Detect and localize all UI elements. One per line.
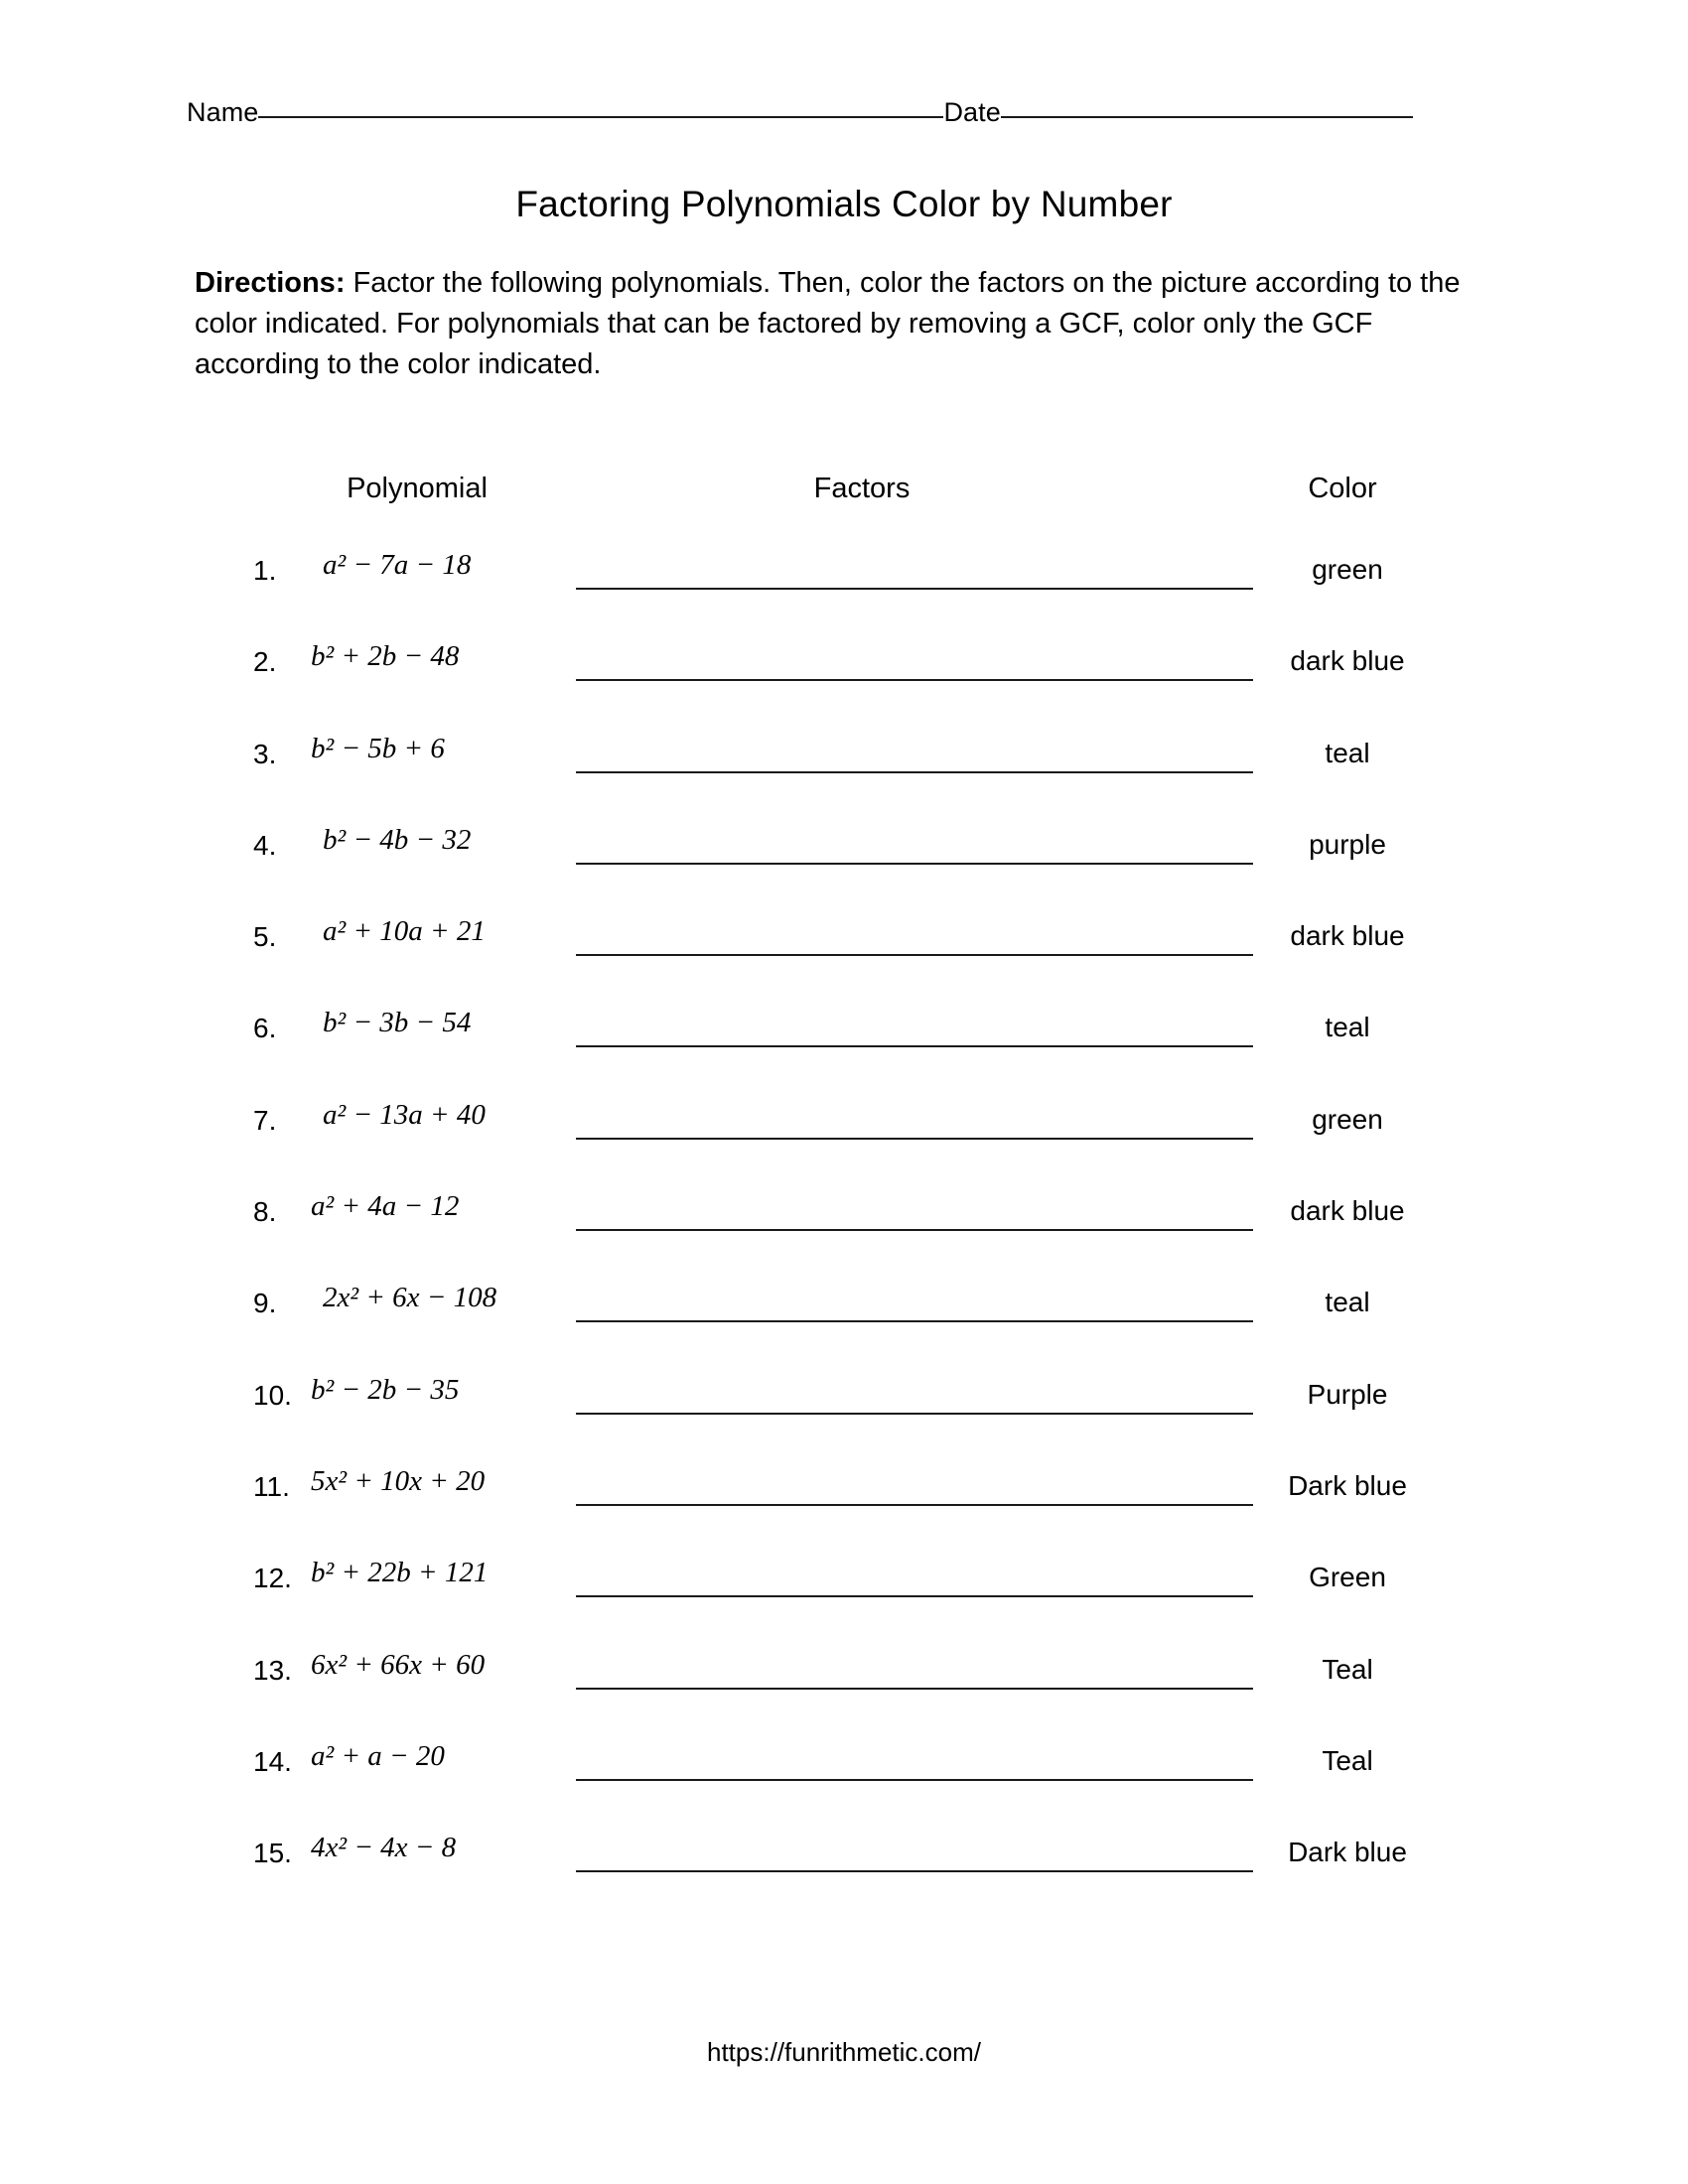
name-label: Name xyxy=(187,97,259,127)
factors-answer-line[interactable] xyxy=(576,1138,1253,1140)
color-label: Dark blue xyxy=(1288,1837,1407,1868)
factors-answer-line[interactable] xyxy=(576,1504,1253,1506)
factors-answer-line[interactable] xyxy=(576,1413,1253,1415)
footer-url: https://funrithmetic.com/ xyxy=(707,2037,981,2067)
problem-list xyxy=(0,541,1688,1915)
color-label: Teal xyxy=(1322,1653,1373,1685)
problem-row xyxy=(0,541,1688,632)
name-date-header xyxy=(187,99,1456,126)
problem-number: 4. xyxy=(253,829,277,861)
date-input-line[interactable] xyxy=(1001,116,1413,118)
polynomial-expression: 5x² + 10x + 20 xyxy=(311,1464,486,1497)
polynomial-expression: a² − 7a − 18 xyxy=(323,549,472,581)
factors-answer-line[interactable] xyxy=(576,771,1253,773)
polynomial-expression: b² − 3b − 54 xyxy=(323,1007,472,1039)
problem-number: 3. xyxy=(253,738,277,769)
polynomial-expression: 4x² − 4x − 8 xyxy=(311,1832,457,1864)
factors-answer-line[interactable] xyxy=(576,1595,1253,1597)
polynomial-expression: 6x² + 66x + 60 xyxy=(311,1648,486,1681)
color-label: Teal xyxy=(1322,1744,1373,1776)
problem-number: 5. xyxy=(253,921,277,953)
problem-row xyxy=(0,907,1688,999)
directions-text: Factor the following polynomials. Then, color the factors on the picture according to the color indicated. For polynomials that can be factored by removing a GCF, color only the GCF according to the color indicated. xyxy=(195,267,1461,381)
problem-number: 15. xyxy=(253,1838,292,1869)
polynomial-expression: b² − 4b − 32 xyxy=(323,823,472,856)
factors-answer-line[interactable] xyxy=(576,1229,1253,1231)
polynomial-expression: a² + 10a + 21 xyxy=(323,915,486,948)
factors-answer-line[interactable] xyxy=(576,679,1253,681)
problem-number: 2. xyxy=(253,646,277,678)
color-label: Dark blue xyxy=(1288,1469,1407,1501)
polynomial-expression: b² − 2b − 35 xyxy=(311,1373,460,1406)
problem-row xyxy=(0,1457,1688,1549)
polynomial-expression: a² + 4a − 12 xyxy=(311,1190,460,1223)
polynomial-expression: b² − 5b + 6 xyxy=(311,732,445,764)
problem-row xyxy=(0,1182,1688,1274)
color-label: dark blue xyxy=(1290,645,1405,677)
polynomial-expression: a² − 13a + 40 xyxy=(323,1098,486,1131)
date-label: Date xyxy=(943,97,1001,127)
problem-row xyxy=(0,725,1688,816)
polynomial-expression: b² + 2b − 48 xyxy=(311,640,460,673)
problem-number: 11. xyxy=(253,1470,290,1502)
problem-row xyxy=(0,999,1688,1090)
color-label: green xyxy=(1312,554,1383,585)
directions-paragraph xyxy=(195,263,1476,386)
color-label: dark blue xyxy=(1290,1195,1405,1227)
factors-answer-line[interactable] xyxy=(576,863,1253,865)
factors-answer-line[interactable] xyxy=(576,1779,1253,1781)
problem-row xyxy=(0,632,1688,724)
name-input-line[interactable] xyxy=(258,116,943,118)
problem-number: 10. xyxy=(253,1379,292,1411)
factors-answer-line[interactable] xyxy=(576,1870,1253,1872)
problem-row xyxy=(0,1366,1688,1457)
color-label: Green xyxy=(1309,1562,1386,1593)
polynomial-expression: a² + a − 20 xyxy=(311,1739,445,1772)
color-label: teal xyxy=(1325,1012,1370,1043)
problem-row xyxy=(0,1824,1688,1915)
polynomial-expression: b² + 22b + 121 xyxy=(311,1557,489,1589)
factors-answer-line[interactable] xyxy=(576,954,1253,956)
column-header-factors: Factors xyxy=(813,473,911,504)
problem-number: 8. xyxy=(253,1196,277,1228)
color-label: teal xyxy=(1325,1287,1370,1318)
problem-row xyxy=(0,1732,1688,1824)
problem-row xyxy=(0,1641,1688,1732)
color-label: dark blue xyxy=(1290,920,1405,952)
column-header-color: Color xyxy=(1308,473,1377,504)
problem-row xyxy=(0,1549,1688,1640)
color-label: Purple xyxy=(1307,1378,1388,1410)
problem-number: 7. xyxy=(253,1104,277,1136)
problem-number: 12. xyxy=(253,1563,292,1594)
problem-number: 13. xyxy=(253,1654,292,1686)
page-title: Factoring Polynomials Color by Number xyxy=(515,184,1173,224)
factors-answer-line[interactable] xyxy=(576,1688,1253,1690)
problem-row xyxy=(0,1274,1688,1365)
problem-number: 9. xyxy=(253,1288,277,1319)
color-label: green xyxy=(1312,1103,1383,1135)
problem-number: 1. xyxy=(253,555,277,586)
problem-number: 6. xyxy=(253,1013,277,1044)
color-label: purple xyxy=(1309,828,1386,860)
factors-answer-line[interactable] xyxy=(576,588,1253,590)
directions-label: Directions: xyxy=(195,267,346,299)
factors-answer-line[interactable] xyxy=(576,1045,1253,1047)
factors-answer-line[interactable] xyxy=(576,1320,1253,1322)
problem-number: 14. xyxy=(253,1745,292,1777)
color-label: teal xyxy=(1325,737,1370,768)
column-header-polynomial: Polynomial xyxy=(347,473,488,504)
problem-row xyxy=(0,1091,1688,1182)
polynomial-expression: 2x² + 6x − 108 xyxy=(323,1282,497,1314)
problem-row xyxy=(0,816,1688,907)
